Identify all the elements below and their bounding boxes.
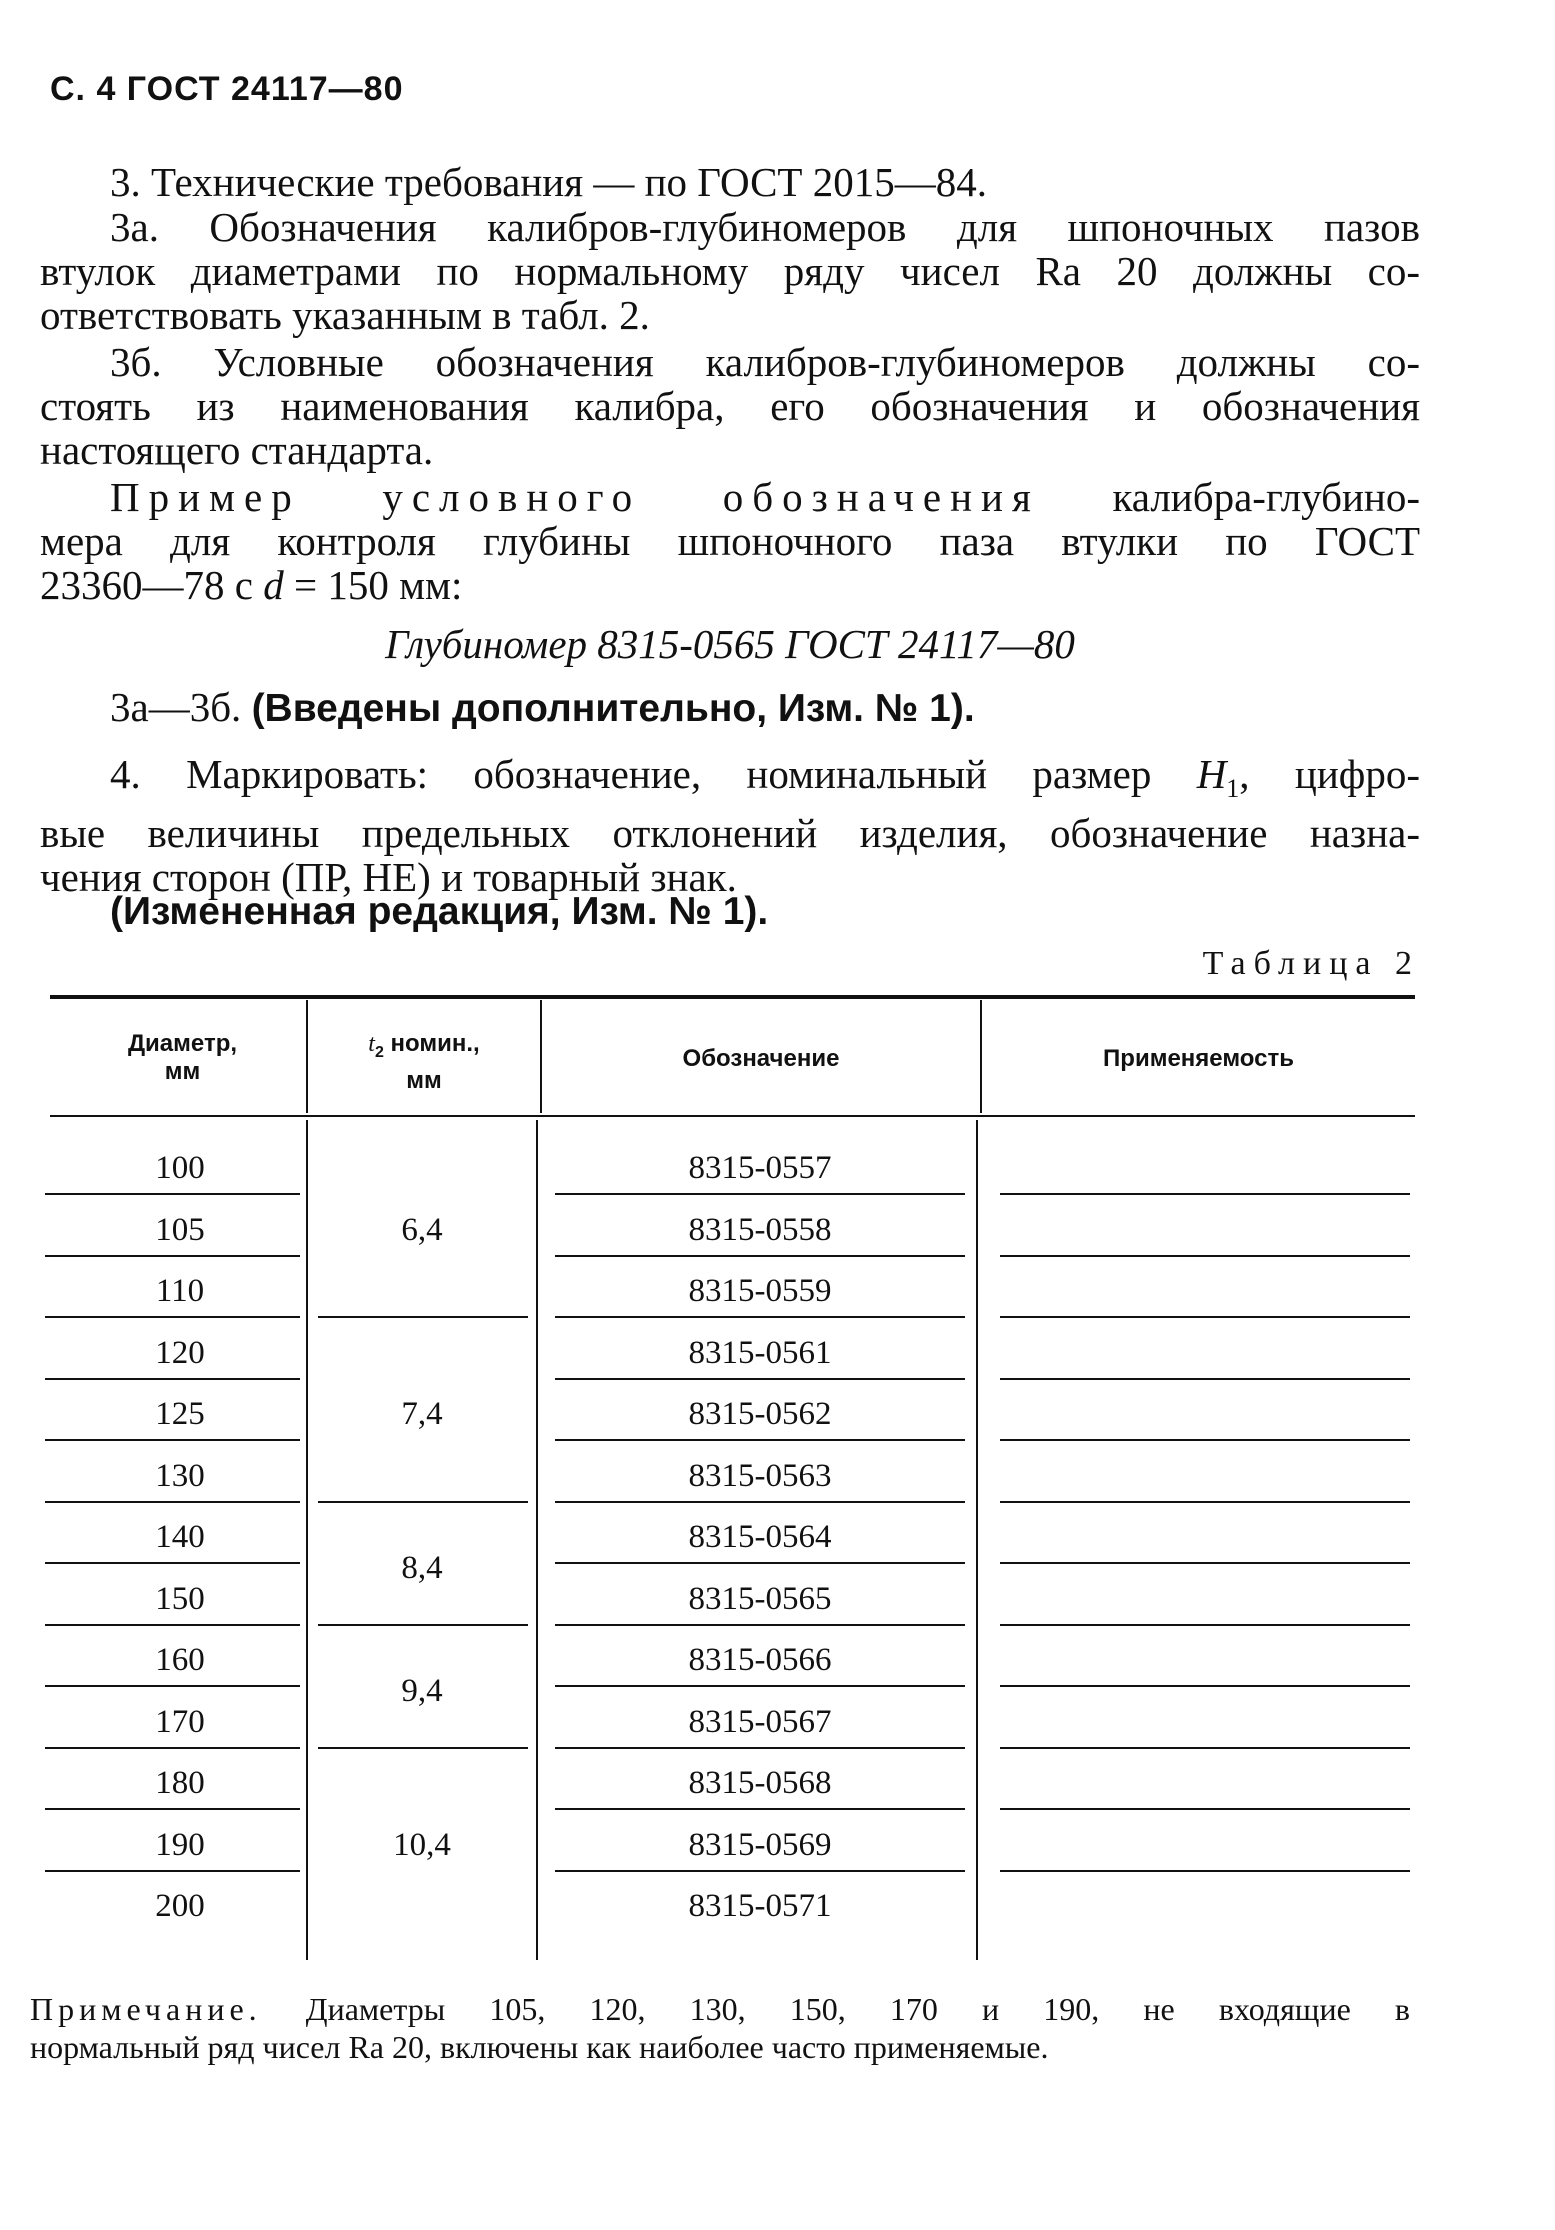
header-diameter-line2: мм	[164, 1058, 201, 1085]
row-line-designation	[555, 1255, 965, 1257]
row-line-diameter	[45, 1501, 300, 1503]
header-t2-line2: мм	[406, 1066, 442, 1094]
cell-designation: 8315-0561	[688, 1334, 832, 1371]
row-line-applicability	[1000, 1439, 1410, 1441]
amendment-1	[40, 685, 1420, 731]
example-line2: мера для контроля глубины шпоночного паза втулки по ГОСТ	[40, 518, 1420, 564]
cell-diameter: 125	[155, 1396, 205, 1432]
body-divider-3	[976, 1120, 978, 1960]
section-3-text: 3. Технические требования — по ГОСТ 2015—84.	[110, 159, 987, 205]
header-t2-var: t	[368, 1031, 375, 1057]
row-line-diameter	[45, 1562, 300, 1564]
row-line-designation	[555, 1439, 965, 1441]
cell-designation: 8315-0563	[688, 1457, 832, 1494]
cell-designation: 8315-0557	[688, 1150, 832, 1186]
row-line-diameter	[45, 1255, 300, 1257]
amendment-1-line	[40, 685, 1420, 731]
row-line-diameter	[45, 1685, 300, 1687]
cell-designation: 8315-0568	[688, 1765, 832, 1801]
section-3b-line2: стоять из наименования калибра, его обозначения и обозначения	[40, 383, 1420, 429]
cell-t2-group: 6,4	[401, 1211, 443, 1248]
row-line-applicability	[1000, 1193, 1410, 1195]
section-3a-line1: 3а. Обозначения калибров-глубиномеров для шпоночных пазов	[110, 204, 1420, 250]
row-line-applicability	[1000, 1624, 1410, 1626]
row-line-designation	[555, 1193, 965, 1195]
section-3	[40, 160, 1420, 204]
row-line-diameter	[45, 1870, 300, 1872]
example-line1	[40, 475, 1420, 519]
cell-diameter: 140	[155, 1519, 205, 1555]
example-label: Пример условного обозначения	[110, 474, 1040, 520]
amendment-1-bold: (Введены дополнительно, Изм. № 1).	[251, 687, 975, 730]
section-4-line1-pre: 4. Маркировать: обозначение, номинальный размер	[110, 751, 1197, 797]
note-line1	[30, 1990, 1410, 2028]
cell-t2-group: 7,4	[401, 1396, 443, 1432]
amendment-2-text: (Измененная редакция, Изм. № 1).	[110, 890, 769, 933]
example-block	[40, 475, 1420, 607]
table-top-border	[50, 995, 1415, 999]
row-line-t2-group	[318, 1624, 528, 1626]
section-4-line1	[40, 752, 1420, 811]
cell-diameter: 130	[155, 1457, 205, 1494]
section-4-line3: чения сторон (ПР, НЕ) и товарный знак.	[40, 854, 737, 901]
cell-diameter: 170	[155, 1703, 205, 1740]
cell-t2-group: 8,4	[401, 1549, 443, 1586]
row-line-diameter	[45, 1808, 300, 1810]
example-designation-block	[40, 622, 1420, 666]
row-line-designation	[555, 1624, 965, 1626]
example-var-d: d	[263, 562, 284, 608]
section-4-line2: вые величины предельных отклонений изделия, обозначение назна-	[40, 810, 1420, 857]
row-line-diameter	[45, 1747, 300, 1749]
example-line3-post: = 150 мм:	[283, 562, 463, 608]
cell-diameter: 200	[155, 1888, 205, 1924]
row-line-applicability	[1000, 1562, 1410, 1564]
row-line-diameter	[45, 1624, 300, 1626]
table-note	[30, 1990, 1410, 2066]
cell-designation: 8315-0562	[688, 1396, 832, 1432]
note-line1-rest: Диаметры 105, 120, 130, 150, 170 и 190, не входящие в	[261, 1991, 1410, 2027]
cell-designation: 8315-0571	[688, 1888, 832, 1924]
amendment-1-pre: 3а—3б.	[110, 684, 252, 730]
note-line2: нормальный ряд чисел Ra 20, включены как наиболее часто применяемые.	[30, 2029, 1049, 2065]
section-4-var-h-sub: 1	[1226, 774, 1240, 804]
row-line-applicability	[1000, 1808, 1410, 1810]
row-line-t2-group	[318, 1501, 528, 1503]
section-3b-line3: настоящего стандарта.	[40, 427, 434, 473]
cell-designation: 8315-0558	[688, 1211, 832, 1248]
row-line-applicability	[1000, 1870, 1410, 1872]
row-line-applicability	[1000, 1378, 1410, 1380]
row-line-diameter	[45, 1378, 300, 1380]
row-line-applicability	[1000, 1255, 1410, 1257]
header-designation: Обозначение	[682, 1045, 840, 1072]
cell-diameter: 100	[155, 1150, 205, 1186]
example-line3	[40, 563, 1420, 607]
row-line-t2-group	[318, 1316, 528, 1318]
body-divider-1	[306, 1120, 308, 1960]
page-header: С. 4 ГОСТ 24117—80	[50, 70, 404, 108]
section-3a-line2: втулок диаметрами по нормальному ряду чисел Ra 20 должны со-	[40, 248, 1420, 294]
cell-diameter: 180	[155, 1765, 205, 1801]
section-3a	[40, 205, 1420, 337]
cell-diameter: 105	[155, 1211, 205, 1248]
cell-designation: 8315-0567	[688, 1703, 832, 1740]
body-divider-2	[536, 1120, 538, 1960]
example-designation: Глубиномер 8315-0565 ГОСТ 24117—80	[385, 621, 1075, 667]
section-4-line1-post: , цифро-	[1239, 751, 1420, 797]
row-line-applicability	[1000, 1747, 1410, 1749]
cell-diameter: 150	[155, 1580, 205, 1617]
cell-designation: 8315-0559	[688, 1273, 832, 1309]
example-line1-rest: калибра-глубино-	[1112, 474, 1421, 520]
table-caption: Таблица 2	[1202, 945, 1420, 982]
section-3a-line3: ответствовать указанным в табл. 2.	[40, 292, 650, 338]
cell-diameter: 120	[155, 1334, 205, 1371]
row-line-designation	[555, 1501, 965, 1503]
header-diameter	[60, 1030, 305, 1086]
cell-t2-group: 9,4	[401, 1672, 443, 1709]
table-header-border	[50, 1115, 1415, 1117]
row-line-designation	[555, 1378, 965, 1380]
cell-designation: 8315-0564	[688, 1519, 832, 1555]
cell-diameter: 160	[155, 1642, 205, 1678]
header-t2-sub: 2	[374, 1043, 384, 1061]
row-line-designation	[555, 1870, 965, 1872]
row-line-designation	[555, 1316, 965, 1318]
example-line3-pre: 23360—78 с	[40, 562, 264, 608]
section-3b	[40, 340, 1420, 472]
cell-designation: 8315-0565	[688, 1580, 832, 1617]
row-line-diameter	[45, 1316, 300, 1318]
section-4-var-h: H	[1196, 751, 1227, 797]
row-line-applicability	[1000, 1685, 1410, 1687]
header-applicability: Применяемость	[1103, 1045, 1294, 1072]
row-line-diameter	[45, 1439, 300, 1441]
row-line-applicability	[1000, 1501, 1410, 1503]
header-t2	[308, 1030, 540, 1095]
note-label: Примечание.	[30, 1991, 262, 2027]
row-line-applicability	[1000, 1316, 1410, 1318]
amendment-2	[40, 890, 1420, 934]
header-diameter-line1: Диаметр,	[127, 1030, 238, 1057]
cell-t2-group: 10,4	[393, 1826, 451, 1863]
cell-diameter: 190	[155, 1826, 205, 1863]
cell-diameter: 110	[155, 1273, 205, 1309]
row-line-diameter	[45, 1193, 300, 1195]
header-t2-rest: номин.,	[383, 1030, 480, 1057]
row-line-designation	[555, 1747, 965, 1749]
cell-designation: 8315-0566	[688, 1642, 832, 1678]
row-line-designation	[555, 1685, 965, 1687]
row-line-designation	[555, 1562, 965, 1564]
row-line-t2-group	[318, 1747, 528, 1749]
header-t2-line1	[308, 1030, 540, 1067]
cell-designation: 8315-0569	[688, 1826, 832, 1863]
section-4	[40, 752, 1420, 899]
row-line-designation	[555, 1808, 965, 1810]
section-3b-line1: 3б. Условные обозначения калибров-глубиномеров должны со-	[110, 339, 1420, 385]
